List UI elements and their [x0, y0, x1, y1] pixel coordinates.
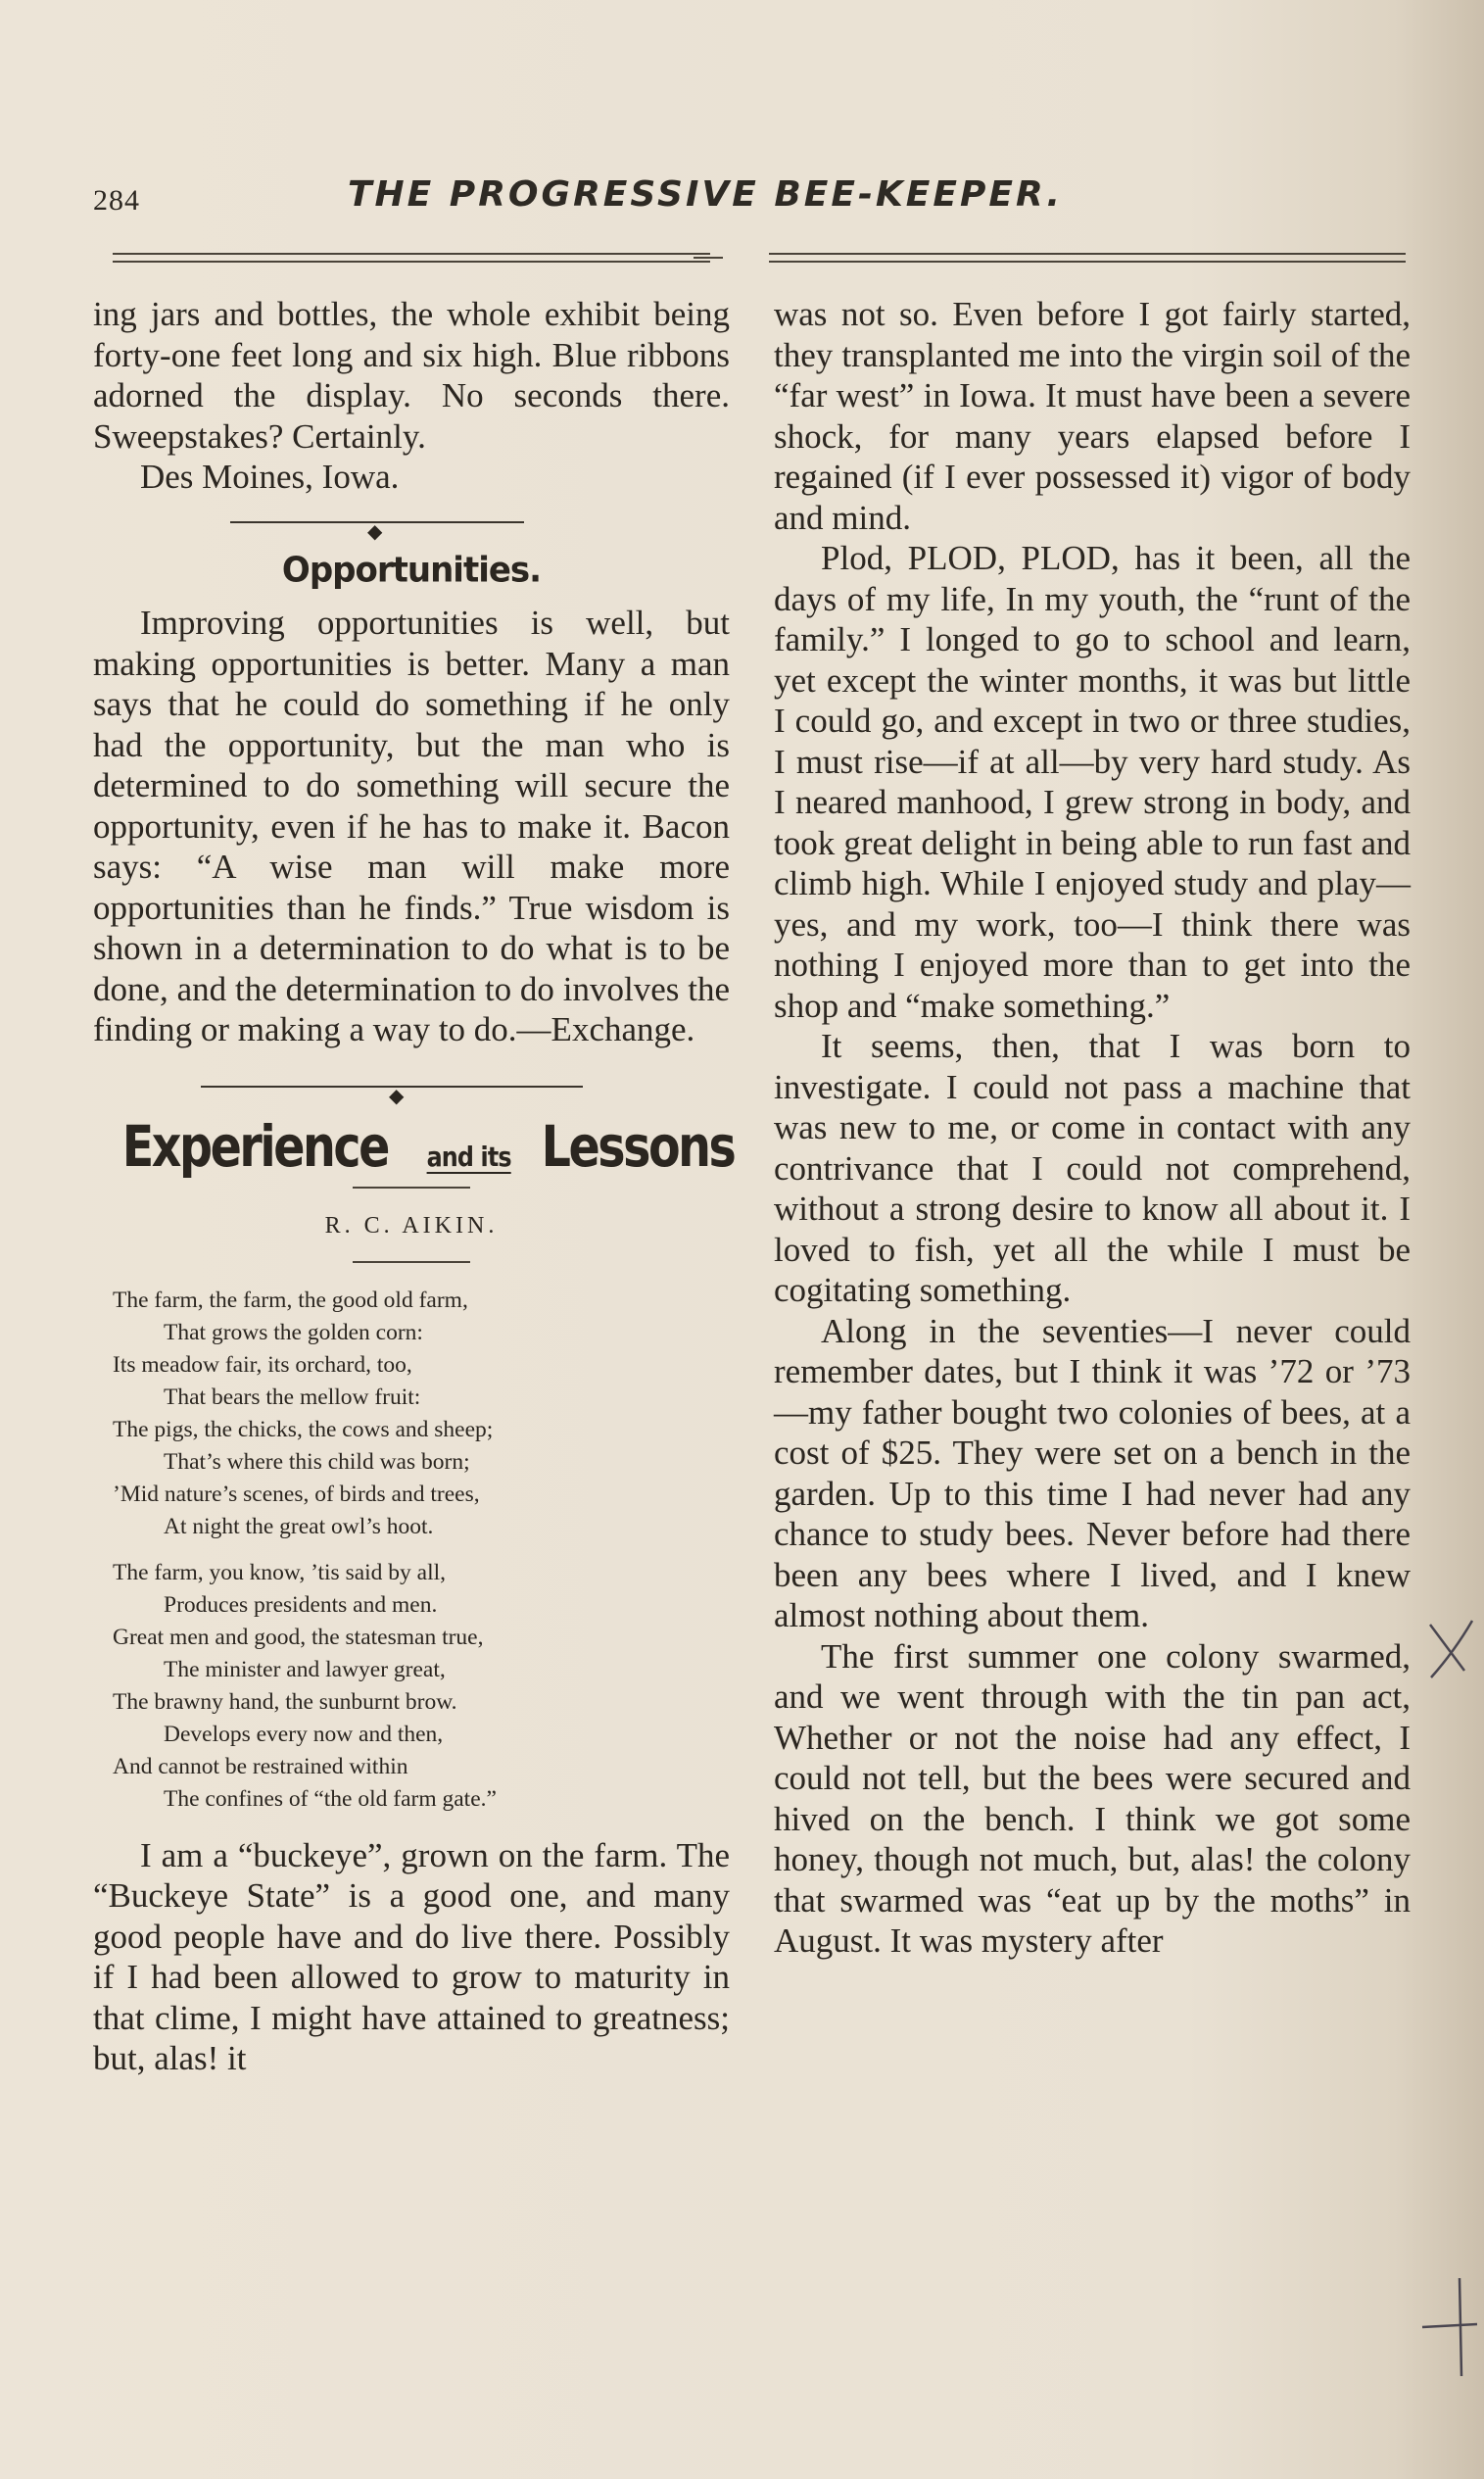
- header-rule-left: [113, 253, 710, 255]
- right-paragraph-4: Along in the seventies—I never could remember dates, but I think it was ’72 or ’73—my father bought two colonies of bees, at a cost of $25. They were set on a bench in the garden. Up to this time I had never had any chance to study bees. Never before had there been any bees where I lived, and I knew almost nothing about them.: [774, 1311, 1411, 1634]
- intro-paragraph: ing jars and bottles, the whole exhibit being forty-one feet long and six high. Blue ribbons adorned the display. No seconds there. Sweepstakes? Certainly.: [93, 295, 730, 456]
- header-rule-left-2: [113, 261, 710, 263]
- pencil-plus-mark-icon: [1420, 2273, 1479, 2381]
- buckeye-paragraph: I am a “buckeye”, grown on the farm. The “Buckeye State” is a good one, and many good people have and do live there. Possibly if I had been allowed to grow to maturity in that clime, I might have attained to greatness; but, alas! it: [93, 1835, 730, 2077]
- poem-line: At night the great owl’s hoot.: [164, 1513, 434, 1539]
- diamond-ornament-icon: ◆: [367, 518, 383, 543]
- article-heading: [93, 1112, 735, 1180]
- article-heading-word-1: Experience: [121, 1112, 388, 1180]
- right-paragraph-2: Plod, PLOD, PLOD, has it been, all the days of my life, In my youth, the “runt of the family.” I longed to go to school and learn, yet except the winter months, it was but little I could go, and except in two or three studies, I must rise—if at all—by very hard study. As I neared manhood, I grew strong in body, and took great delight in being able to run fast and climb high. While I enjoyed study and play—yes, and my work, too—I think there was nothing I enjoyed more than to get into the shop and “make something.”: [774, 539, 1411, 1025]
- pencil-x-mark-icon: [1425, 1617, 1479, 1685]
- article-author: R. C. AIKIN.: [324, 1213, 499, 1239]
- running-title: THE PROGRESSIVE BEE-KEEPER.: [348, 174, 1064, 215]
- poem-stanza-2: [113, 1557, 730, 1816]
- author-rule-bottom: [353, 1261, 470, 1263]
- header-rule-right: [769, 253, 1406, 255]
- header-rule-right-2: [769, 261, 1406, 263]
- poem-line: The confines of “the old farm gate.”: [164, 1785, 497, 1812]
- right-paragraph-1: was not so. Even before I got fairly started, they transplanted me into the virgin soil of the “far west” in Iowa. It must have been a severe shock, for many years elapsed before I regained (if I ever possessed it) vigor of body and mind.: [774, 295, 1411, 537]
- article-divider: [93, 1072, 730, 1107]
- poem-line: The farm, the farm, the good old farm,: [113, 1287, 468, 1313]
- opportunities-heading: Opportunities.: [281, 549, 542, 591]
- header-rule-middle: [694, 257, 723, 259]
- article-heading-connector: and its: [426, 1140, 511, 1173]
- poem-stanza-1: [113, 1285, 730, 1543]
- author-rule-top: [353, 1187, 470, 1189]
- left-column: [93, 294, 735, 2079]
- poem-line: The brawny hand, the sunburnt brow.: [113, 1688, 457, 1715]
- poem-line: Produces presidents and men.: [164, 1591, 438, 1618]
- poem-line: Great men and good, the statesman true,: [113, 1624, 484, 1650]
- opportunities-paragraph: Improving opportunities is well, but making opportunities is better. Many a man says that he could do something if he only had the opportunity, but the man who is determined to do something will secure the opportunity, even if he has to make it. Bacon says: “A wise man will make more opportunities than he finds.” True wisdom is shown in a determination to do what is to be done, and the determination to do involves the finding or making a way to do.—Exchange.: [93, 604, 730, 1048]
- poem-line: And cannot be restrained within: [113, 1753, 408, 1779]
- poem-line: That’s where this child was born;: [164, 1448, 470, 1475]
- section-divider: [93, 508, 730, 543]
- right-column: [774, 294, 1411, 1962]
- right-paragraph-5: The first summer one colony swarmed, and we went through with the tin pan act, Whether or not the noise had any effect, I could not tell, but the bees were secured and hived on the bench. I think we got some honey, though not much, but, alas! the colony that swarmed was “eat up by the moths” in August. It was mystery after: [774, 1636, 1411, 1960]
- right-paragraph-3: It seems, then, that I was born to investigate. I could not pass a machine that was new to me, or come in contact with any contrivance that I could not comprehend, without a strong desire to know all about it. I loved to fish, yet all the while I must be cogitating something.: [774, 1027, 1411, 1309]
- article-heading-word-2: Lessons: [541, 1112, 735, 1180]
- diamond-ornament-icon: ◆: [389, 1083, 405, 1107]
- poem: [113, 1285, 730, 1816]
- location-signature: Des Moines, Iowa.: [140, 458, 400, 496]
- poem-line: Its meadow fair, its orchard, too,: [113, 1351, 412, 1378]
- page-number: 284: [93, 184, 140, 217]
- poem-line: ’Mid nature’s scenes, of birds and trees,: [113, 1481, 480, 1507]
- poem-line: Develops every now and then,: [164, 1721, 444, 1747]
- poem-line: The minister and lawyer great,: [164, 1656, 446, 1682]
- page-header: [93, 174, 1406, 233]
- poem-line: The farm, you know, ’tis said by all,: [113, 1559, 447, 1585]
- poem-line: That bears the mellow fruit:: [164, 1384, 421, 1410]
- poem-line: The pigs, the chicks, the cows and sheep;: [113, 1416, 494, 1442]
- poem-line: That grows the golden corn:: [164, 1319, 423, 1345]
